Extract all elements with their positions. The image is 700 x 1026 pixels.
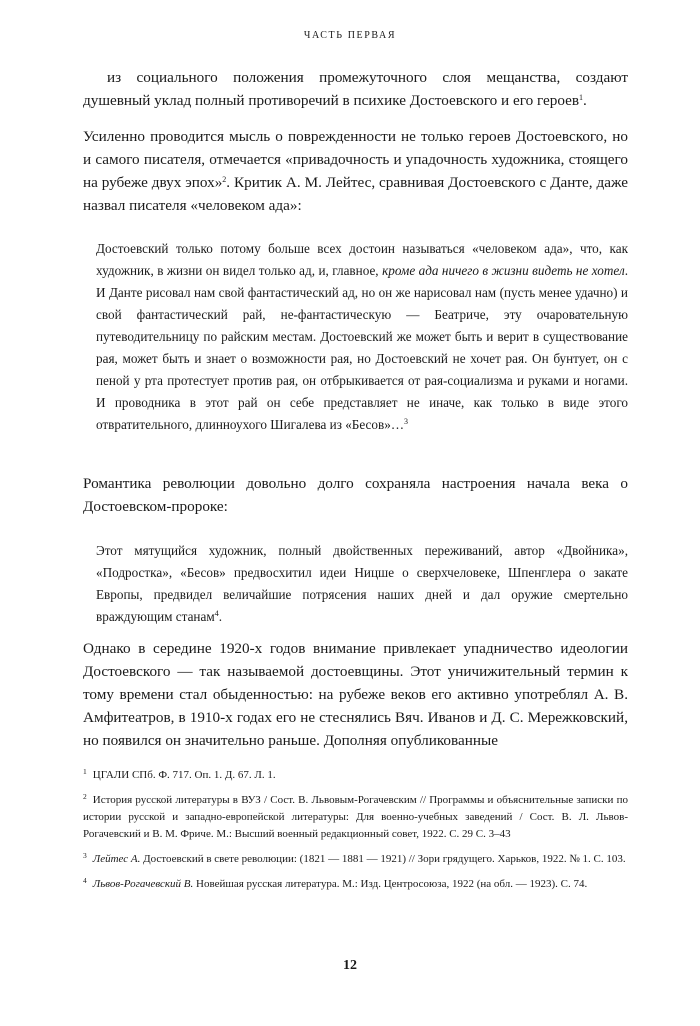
running-header: ЧАСТЬ ПЕРВАЯ <box>303 30 397 41</box>
footnote-text: История русской литературы в ВУЗ / Сост. В. Львовым-Рогачевским // Программы и объяснительные записки по истории русской и западно-европейской литературы: Для военно-учебных заведений / Сост. В. Л. Львов-Рогачевский и В. М. Фриче. М.: Высший военный редакционный совет, 1922. С. 29 С. 3–43 <box>83 794 628 840</box>
footnote-number: 4 <box>83 876 87 885</box>
quote-text: Этот мятущийся художник, полный двойственных переживаний, автор «Двойника», «Подростка», «Бесов» предвосхитил идеи Ницше о сверхчеловеке, Шпенглера о закате Европы, предвидел величайшие потрясения наших дней и дал оружие смертельно враждующим станам <box>96 543 628 624</box>
footnote-number: 1 <box>83 767 87 776</box>
paragraph-continuation <box>83 66 628 112</box>
paragraph-text: из социального положения промежуточного слоя мещанства, создают душевный уклад полный противоречий в психике Достоевского и его героев <box>83 69 628 109</box>
footnote-2 <box>83 792 628 843</box>
paragraph-text: . Критик А. М. Лейтес, сравнивая Достоевского с Данте, даже назвал писателя «человеком ада»: <box>83 174 629 214</box>
quote-emphasis: кроме ада ничего в жизни видеть не хотел <box>382 263 625 278</box>
footnote-author: Львов-Рогачевский В. <box>92 878 194 890</box>
block-quote-1 <box>96 238 628 436</box>
footnote-number: 3 <box>83 851 87 860</box>
block-quote-2 <box>96 540 628 628</box>
paragraph-2 <box>83 125 628 217</box>
punctuation: . <box>218 609 222 624</box>
paragraph-text: Романтика революции довольно долго сохраняла настроения начала века о Достоевском-пророке: <box>83 475 628 515</box>
punctuation: . <box>583 92 587 109</box>
paragraph-text: Усиленно проводится мысль о поврежденности не только героев Достоевского, но и самого писателя, отмечается «привадочность и упадочность художника, стоящего на рубеже двух эпох» <box>83 128 628 191</box>
footnote-text: Новейшая русская литература. М.: Изд. Центросоюза, 1922 (на обл. — 1923). С. 74. <box>193 878 588 890</box>
footnote-ref-3[interactable]: 3 <box>404 417 409 426</box>
paragraph-4 <box>83 637 628 752</box>
footnote-4 <box>83 876 628 893</box>
footnote-3 <box>83 851 628 868</box>
footnote-ref-2[interactable]: 2 <box>222 175 227 184</box>
footnote-1 <box>83 767 628 784</box>
quote-text: Достоевский только потому больше всех достоин называться «человеком ада», что, как художник, в жизни он видел только ад, и, главное, <box>96 241 628 278</box>
paragraph-3 <box>83 472 628 518</box>
page-number: 12 <box>343 958 357 973</box>
footnote-author: Лейтес А. <box>92 853 141 865</box>
footnote-ref-4[interactable]: 4 <box>214 609 219 618</box>
footnote-ref-1[interactable]: 1 <box>579 93 584 102</box>
footnotes <box>83 767 628 893</box>
footnote-number: 2 <box>83 792 87 801</box>
footnote-text: Достоевский в свете революции: (1821 — 1881 — 1921) // Зори грядущего. Харьков, 1922. № 1. С. 103. <box>140 853 626 865</box>
footnote-text: ЦГАЛИ СПб. Ф. 717. Оп. 1. Д. 67. Л. 1. <box>92 769 276 781</box>
paragraph-text: Однако в середине 1920-х годов внимание привлекает упадничество идеологии Достоевского — так называемой достоевщины. Этот уничижительный термин к тому времени стал обыденностью: на рубеже веков его активно употреблял А. В. Амфитеатров, в 1910-х годах его не стеснялись Вяч. Иванов и Д. С. Мережковский, но появился он значительно раньше. Дополняя опубликованные <box>83 640 628 749</box>
quote-text: . И Данте рисовал нам свой фантастический ад, но он же нарисовал нам (пусть менее удачно) и свой фантастический рай, не-фантастическую — Беатриче, эту очаровательную путеводительницу по райским местам. Достоевский же может быть и верит в существование рая, может быть и знает о возможности рая, но Достоевский не хочет рая. Он бунтует, он с пеной у рта протестует против рая, он отбрыкивается от рая-социализма и руками и ногами. И проводника в этот рай он себе представляет не иначе, как только в виде этого отвратительного, длинноухого Шигалева из «Бесов»… <box>96 263 628 432</box>
